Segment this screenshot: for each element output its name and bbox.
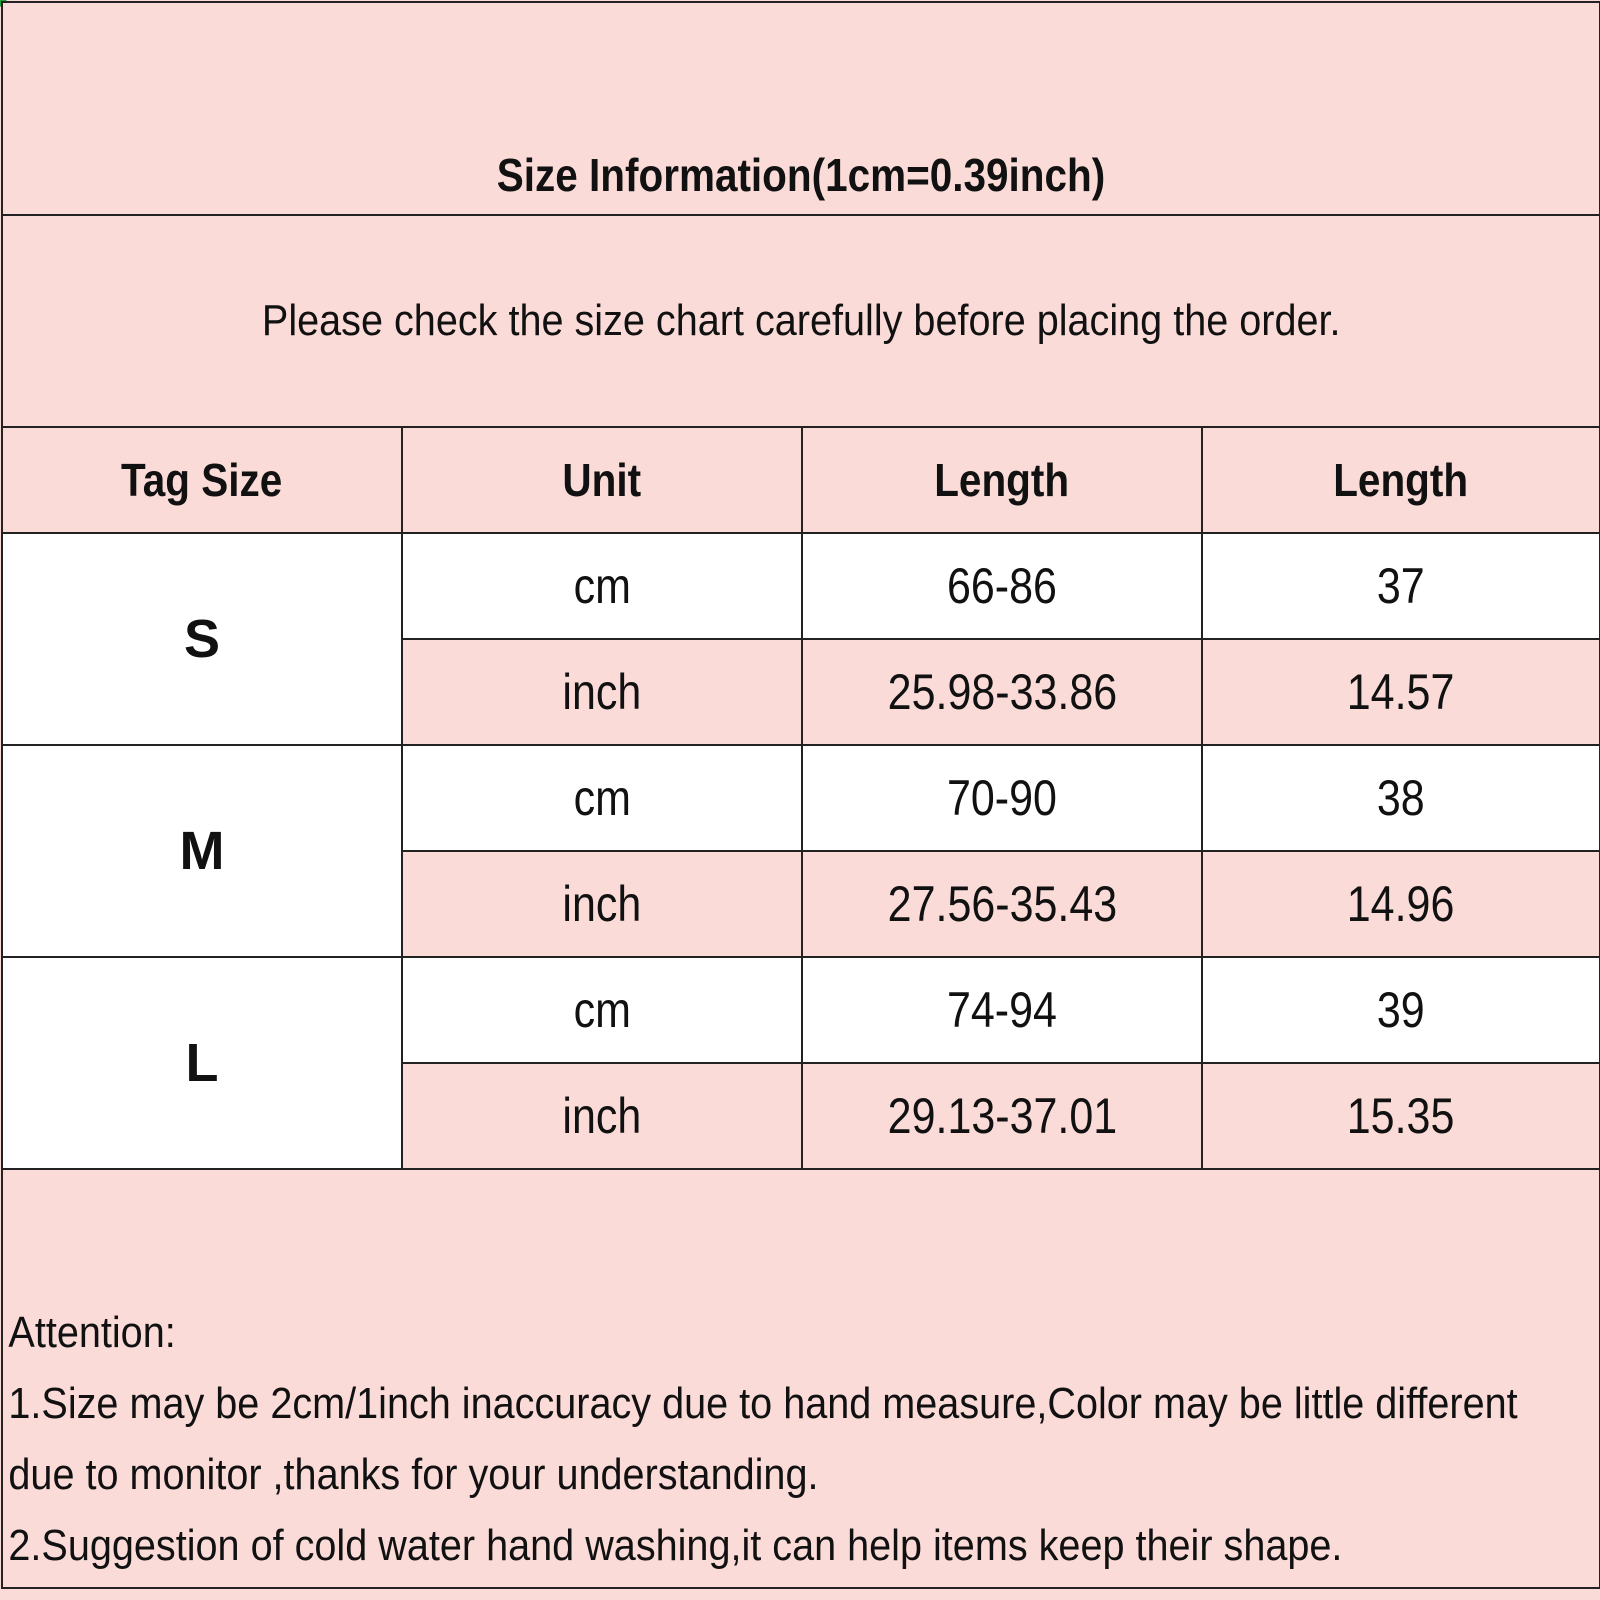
title-cell <box>2 2 1600 215</box>
length1-cell: 70-90 <box>802 745 1202 851</box>
size-m-cell: M <box>2 745 402 957</box>
notes-block <box>3 1297 1600 1587</box>
header-unit: Unit <box>402 427 802 533</box>
length2-cell: 39 <box>1202 957 1600 1063</box>
header-tag-size: Tag Size <box>2 427 402 533</box>
page-title: Size Information(1cm=0.39inch) <box>496 149 1106 201</box>
notes-line-1a: 1.Size may be 2cm/1inch inaccuracy due to hand measure,Color may be little different <box>8 1379 1518 1428</box>
unit-cell: cm <box>402 957 802 1063</box>
length1-cell: 27.56-35.43 <box>802 851 1202 957</box>
size-s-cell: S <box>2 533 402 745</box>
table-row <box>2 533 1600 639</box>
length1-cell: 29.13-37.01 <box>802 1063 1202 1169</box>
length1-cell: 74-94 <box>802 957 1202 1063</box>
length1-cell: 25.98-33.86 <box>802 639 1202 745</box>
unit-cell: cm <box>402 745 802 851</box>
length2-cell: 14.96 <box>1202 851 1600 957</box>
unit-cell: inch <box>402 639 802 745</box>
subtitle: Please check the size chart carefully before placing the order. <box>261 296 1341 345</box>
unit-cell: inch <box>402 851 802 957</box>
subtitle-row <box>2 215 1600 427</box>
notes-cell <box>2 1169 1600 1588</box>
subtitle-cell <box>2 215 1600 427</box>
length1-cell: 66-86 <box>802 533 1202 639</box>
length2-cell: 14.57 <box>1202 639 1600 745</box>
header-length-2: Length <box>1202 427 1600 533</box>
length2-cell: 15.35 <box>1202 1063 1600 1169</box>
title-row <box>2 2 1600 215</box>
notes-line-2: 2.Suggestion of cold water hand washing,it can help items keep their shape. <box>8 1521 1343 1570</box>
table-row <box>2 957 1600 1063</box>
notes-row <box>2 1169 1600 1588</box>
length2-cell: 37 <box>1202 533 1600 639</box>
unit-cell: inch <box>402 1063 802 1169</box>
unit-cell: cm <box>402 533 802 639</box>
header-row <box>2 427 1600 533</box>
size-l-cell: L <box>2 957 402 1169</box>
notes-line-1b: due to monitor ,thanks for your understanding. <box>8 1450 819 1499</box>
size-chart-table <box>1 1 1600 1589</box>
table-row <box>2 745 1600 851</box>
header-length-1: Length <box>802 427 1202 533</box>
length2-cell: 38 <box>1202 745 1600 851</box>
notes-heading: Attention: <box>8 1308 176 1357</box>
